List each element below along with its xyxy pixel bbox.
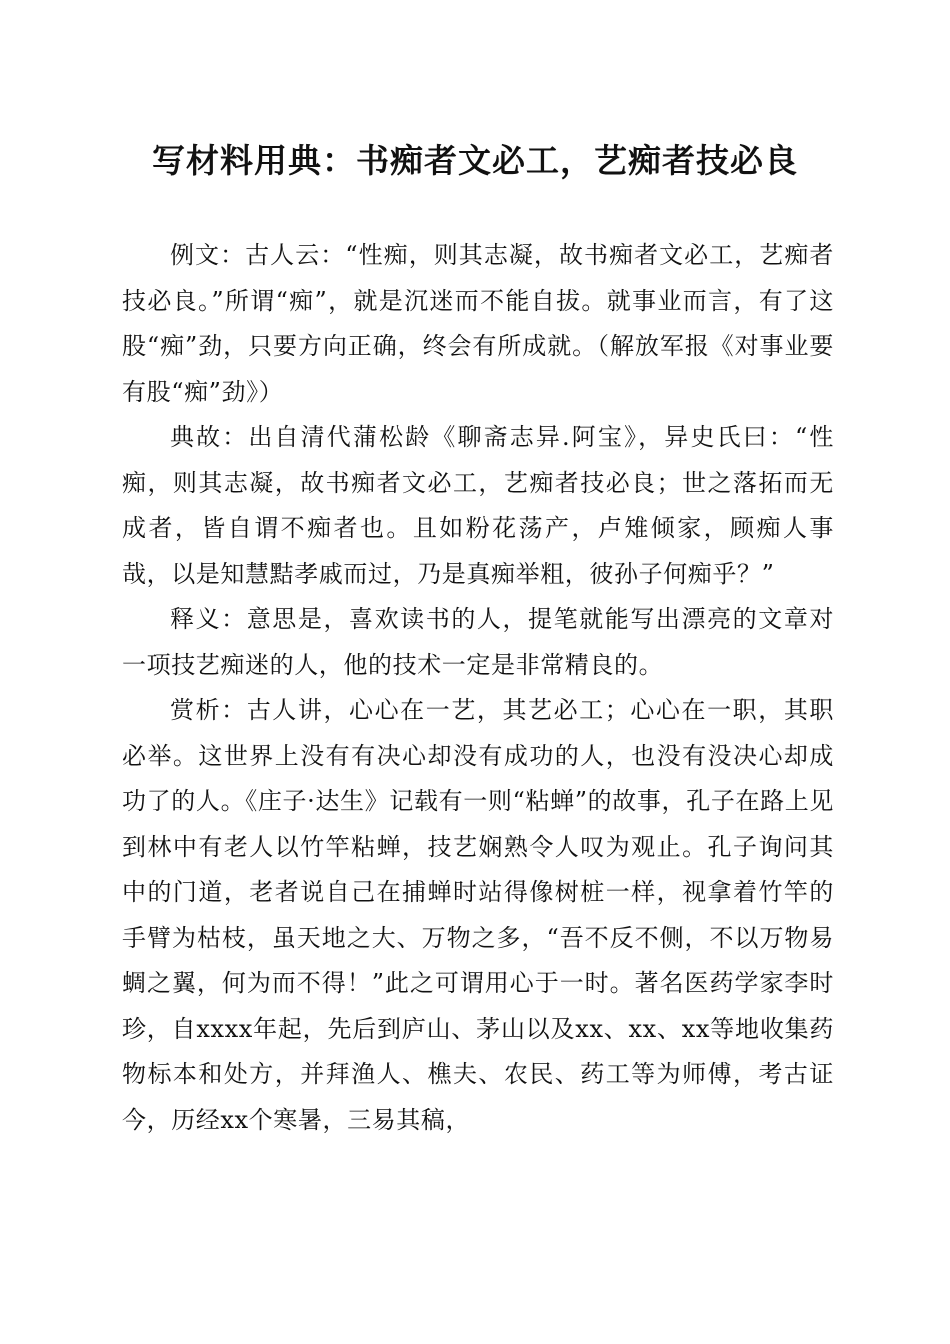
paragraph-appreciation: 赏析：古人讲，心心在一艺，其艺必工；心心在一职，其职必举。这世界上没有有决心却没有成功的人，也没有没决心却成功了的人。《庄子·达生》记载有一则“粘蝉”的故事，孔子在路上见到林中有老人以竹竿粘蝉，技艺娴熟令人叹为观止。孔子询问其中的门道，老者说自己在捕蝉时站得像树桩一样，视拿着竹竿的手臂为枯枝，虽天地之大、万物之多，“吾不反不侧，不以万物易蜩之翼，何为而不得！”此之可谓用心于一时。著名医药学家李时珍，自xxxx年起，先后到庐山、茅山以及xx、xx、xx等地收集药物标本和处方，并拜渔人、樵夫、农民、药工等为师傅，考古证今，历经xx个寒暑，三易其稿， bbox=[122, 696, 834, 1134]
document-body bbox=[122, 233, 834, 1143]
document-title: 写材料用典：书痴者文必工，艺痴者技必良 bbox=[152, 141, 798, 180]
paragraph-allusion: 典故：出自清代蒲松龄《聊斋志异.阿宝》，异史氏曰：“性痴，则其志凝，故书痴者文必工，艺痴者技必良；世之落拓而无成者，皆自谓不痴者也。且如粉花荡产，卢雉倾家，顾痴人事哉，以是知慧黠孝戚而过，乃是真痴举粗，彼孙子何痴乎？” bbox=[122, 423, 834, 588]
paragraph-interpretation: 释义：意思是，喜欢读书的人，提笔就能写出漂亮的文章对一项技艺痴迷的人，他的技术一定是非常精良的。 bbox=[122, 605, 834, 679]
paragraph-example: 例文：古人云：“性痴，则其志凝，故书痴者文必工，艺痴者技必良。”所谓“痴”，就是沉迷而不能自拔。就事业而言，有了这股“痴”劲，只要方向正确，终会有所成就。（解放军报《对事业要有股“痴”劲》） bbox=[122, 241, 834, 406]
